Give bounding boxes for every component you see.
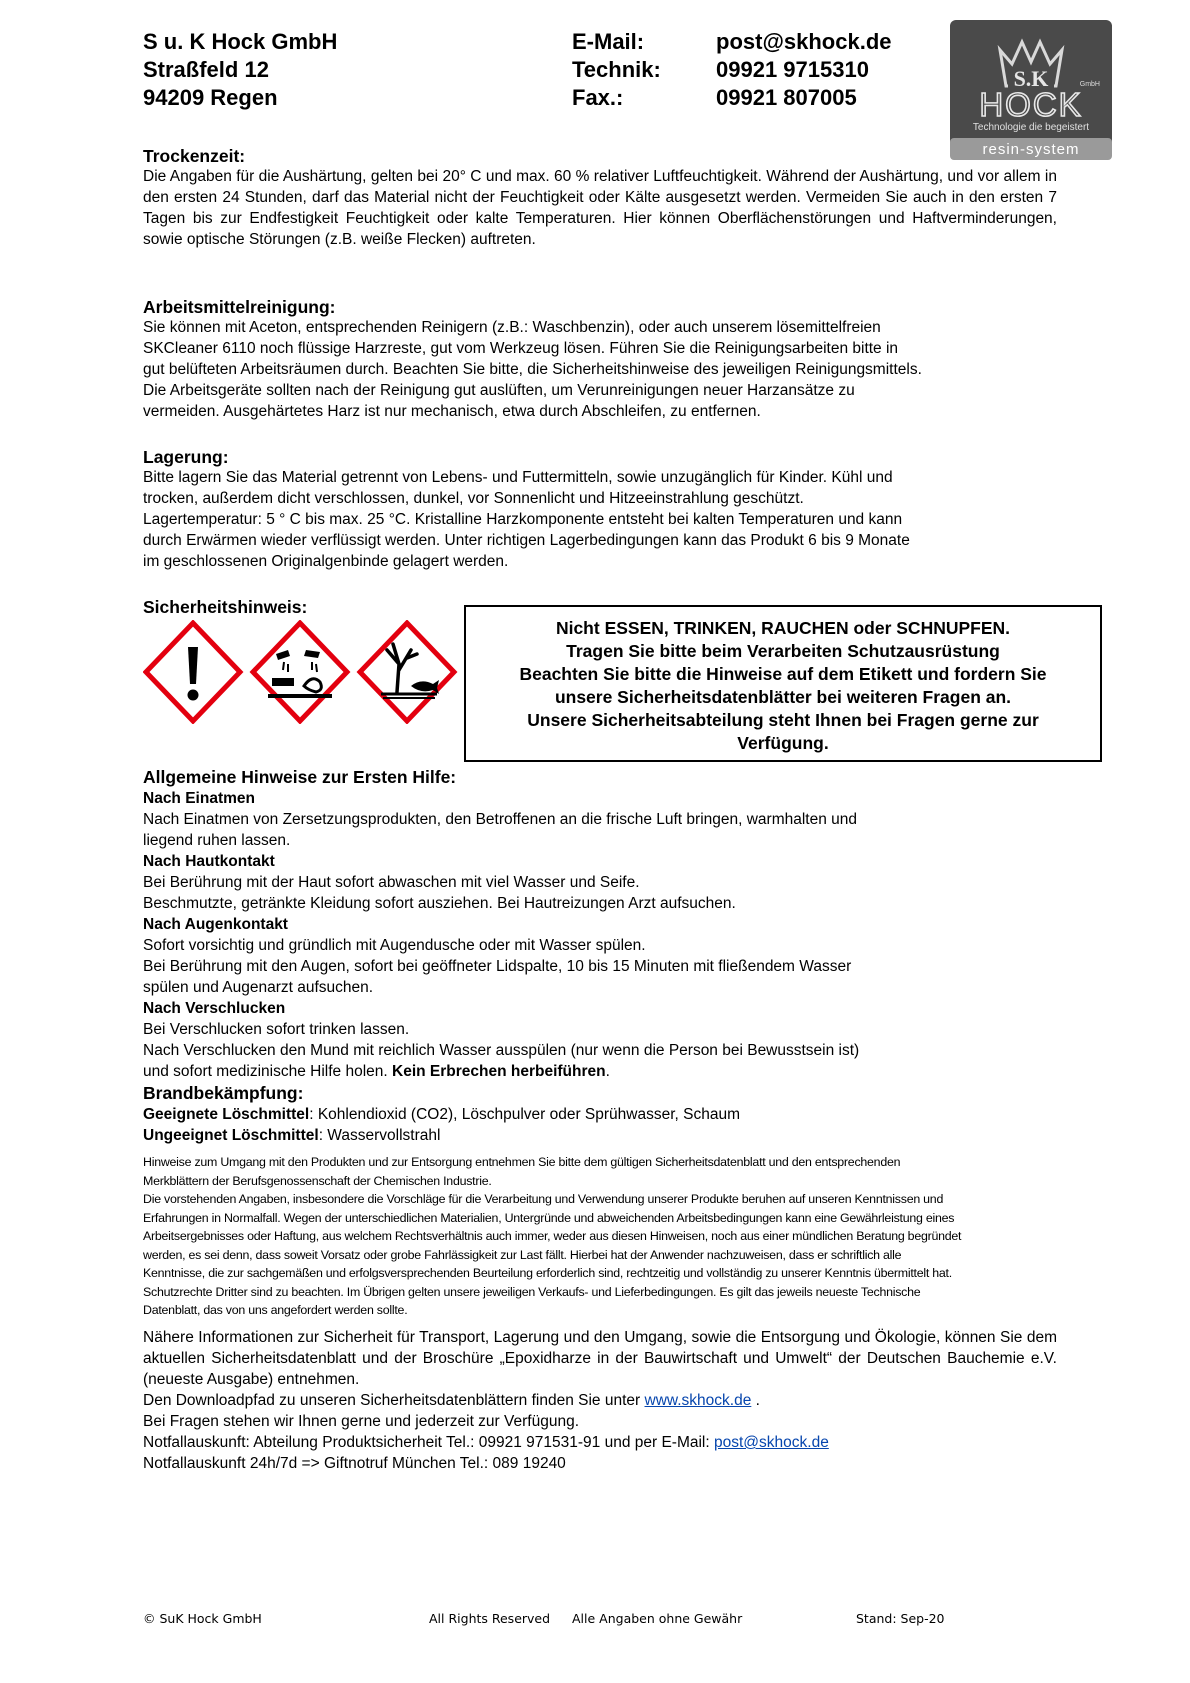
- download-text: Den Downloadpfad zu unseren Sicherheitsdatenblättern finden Sie unter: [143, 1392, 645, 1409]
- company-address: [143, 28, 337, 112]
- safety-notice-box: [464, 605, 1102, 762]
- verschlucken-line: Nach Verschlucken den Mund mit reichlich Wasser ausspülen (nur wenn die Person bei Bewusstsein ist): [143, 1042, 860, 1059]
- company-street: Straßfeld 12: [143, 57, 269, 82]
- lagerung-line: Lagertemperatur: 5 ° C bis max. 25 °C. Kristalline Harzkomponente entsteht bei kalten Temperaturen und kann: [143, 511, 903, 528]
- email-label: E-Mail:: [572, 29, 645, 54]
- notfall-line: [143, 1432, 1057, 1453]
- erste-hilfe-body: [143, 788, 1103, 1082]
- verschlucken-last-line: [143, 1061, 1103, 1082]
- logo-graphic: [950, 20, 1112, 160]
- download-suffix: .: [751, 1392, 760, 1409]
- lagerung-line: durch Erwärmen wieder verflüssigt werden. Unter richtigen Lagerbedingungen kann das Produkt 6 bis 9 Monate: [143, 532, 910, 549]
- verschlucken-text: und sofort medizinische Hilfe holen.: [143, 1063, 392, 1080]
- logo-gmbh: GmbH: [1079, 81, 1100, 88]
- footer-stand: Stand: Sep-20: [856, 1611, 945, 1626]
- website-link[interactable]: www.skhock.de: [644, 1392, 752, 1409]
- notice-line: unsere Sicherheitsdatenblätter bei weiteren Fragen an.: [554, 687, 1012, 707]
- notice-line: Nicht ESSEN, TRINKEN, RAUCHEN oder SCHNUPFEN.: [555, 618, 1011, 638]
- exclamation-mark-icon: [146, 623, 240, 721]
- lagerung-line: im geschlossenen Originalgenbinde gelagert werden.: [143, 553, 509, 570]
- fax-label: Fax.:: [572, 85, 624, 110]
- technik-value: 09921 9715310: [716, 57, 869, 82]
- footer-copyright: © SuK Hock GmbH: [143, 1611, 262, 1626]
- trockenzeit-title: Trockenzeit:: [143, 146, 246, 166]
- disclaimer-line: Datenblatt, das von uns angefordert werden sollte.: [143, 1303, 408, 1317]
- hautkontakt-line: Bei Berührung mit der Haut sofort abwaschen mit viel Wasser und Seife.: [143, 874, 640, 891]
- lagerung-text: [143, 467, 1103, 572]
- email-value: post@skhock.de: [716, 29, 892, 54]
- reinigung-title: Arbeitsmittelreinigung:: [143, 297, 336, 317]
- notice-line: Tragen Sie bitte beim Verarbeiten Schutzausrüstung: [566, 641, 1000, 661]
- reinigung-line: Die Arbeitsgeräte sollten nach der Reinigung gut auslüften, um Verunreinigungen neuer Harzansätze zu: [143, 382, 855, 399]
- notice-line: Beachten Sie bitte die Hinweise auf dem Etikett und fordern Sie: [519, 664, 1047, 684]
- technik-label: Technik:: [572, 57, 661, 82]
- hautkontakt-line: Beschmutzte, getränkte Kleidung sofort ausziehen. Bei Hautreizungen Arzt aufsuchen.: [143, 895, 736, 912]
- augenkontakt-title: Nach Augenkontakt: [143, 916, 288, 933]
- verschlucken-line: Bei Verschlucken sofort trinken lassen.: [143, 1021, 410, 1038]
- sicherheit-title: Sicherheitshinweis:: [143, 597, 308, 617]
- fax-value: 09921 807005: [716, 85, 857, 110]
- contact-values: [716, 28, 892, 112]
- brand-body: [143, 1104, 1103, 1146]
- geeignet-text: : Kohlendioxid (CO2), Löschpulver oder Sprühwasser, Schaum: [309, 1106, 741, 1123]
- augenkontakt-line: Sofort vorsichtig und gründlich mit Augendusche oder mit Wasser spülen.: [143, 937, 646, 954]
- ungeeignet-row: [143, 1125, 1103, 1146]
- disclaimer-line: Arbeitsergebnisses oder Haftung, aus welchem Rechtsverhältnis auch immer, weder aus diesen Hinweisen, noch aus einer mündlichen Beratung begründet: [143, 1229, 962, 1243]
- lagerung-line: Bitte lagern Sie das Material getrennt von Lebens- und Futtermitteln, sowie unzugänglich für Kinder. Kühl und: [143, 469, 893, 486]
- fragen-line: Bei Fragen stehen wir Ihnen gerne und jederzeit zur Verfügung.: [143, 1413, 579, 1430]
- geeignet-label: Geeignete Löschmittel: [143, 1106, 310, 1123]
- verschlucken-end: .: [605, 1063, 610, 1080]
- disclaimer-line: Schutzrechte Dritter sind zu beachten. Im Übrigen gelten unsere jeweiligen Verkaufs- und Lieferbedingungen. Es gilt das jeweils neueste Technische: [143, 1284, 921, 1299]
- logo-slogan: Technologie die begeistert: [972, 122, 1090, 133]
- giftnotruf-line: Notfallauskunft 24h/7d => Giftnotruf München Tel.: 089 19240: [143, 1455, 566, 1472]
- company-city: 94209 Regen: [143, 85, 278, 110]
- disclaimer-line: Erfahrungen in Normalfall. Wegen der unterschiedlichen Materialien, Untergründe und abweichenden Arbeitsbedingungen kann eine Gewährleistung eines: [143, 1210, 955, 1225]
- einatmen-line: liegend ruhen lassen.: [143, 832, 291, 849]
- lagerung-title: Lagerung:: [143, 447, 229, 467]
- ghs-pictograms: [143, 620, 463, 724]
- disclaimer-line: Die vorstehenden Angaben, insbesondere die Vorschläge für die Verarbeitung und Verwendung unserer Produkte beruhen auf unseren Kenntnissen und: [143, 1192, 944, 1206]
- corrosion-icon: [253, 623, 347, 721]
- disclaimer-line: werden, es sei denn, dass soweit Vorsatz oder grobe Fahrlässigkeit zur Last fällt. Hierbei hat der Anwender nachzuweisen, dass er schriftlich alle: [143, 1247, 902, 1262]
- info-paragraph: Nähere Informationen zur Sicherheit für Transport, Lagerung und den Umgang, sowie die Entsorgung und Ökologie, können Sie dem aktuellen Sicherheitsdatenblatt und der Broschüre „Epoxidharze in der Bauwirtschaft und Umwelt“ der Deutschen Bauchemie e.V. (neueste Ausgabe) entnehmen.: [143, 1329, 1057, 1388]
- disclaimer-line: Kenntnisse, die zur sachgemäßen und erfolgsversprechenden Beurteilung erforderlich sind, rechtzeitig und vollständig zu unserer Kenntnis übermittelt hat.: [143, 1266, 952, 1280]
- reinigung-line: gut belüfteten Arbeitsräumen durch. Beachten Sie bitte, die Sicherheitshinweise des jeweiligen Reinigungsmittels.: [143, 361, 922, 378]
- footer-rights: All Rights Reserved: [429, 1611, 551, 1626]
- info-section: [143, 1327, 1057, 1474]
- environment-icon: [360, 623, 454, 721]
- augenkontakt-line: spülen und Augenarzt aufsuchen.: [143, 979, 374, 996]
- reinigung-line: Sie können mit Aceton, entsprechenden Reinigern (z.B.: Waschbenzin), oder auch unserem lösemittelfreien: [143, 319, 881, 336]
- erste-hilfe-title: Allgemeine Hinweise zur Ersten Hilfe:: [143, 767, 457, 787]
- reinigung-text: [143, 317, 1103, 422]
- geeignet-row: [143, 1104, 1103, 1125]
- ungeeignet-text: : Wasservollstrahl: [318, 1127, 441, 1144]
- trockenzeit-text: Die Angaben für die Aushärtung, gelten bei 20° C und max. 60 % relativer Luftfeuchtigkeit. Während der Aushärtung, und vor allem in den ersten 24 Stunden, darf das Material nicht der Feuchtigkeit oder Kälte ausgesetzt werden. Vermeiden Sie auch in den ersten 7 Tagen bis zur Endfestigkeit Feuchtigkeit oder kalte Temperaturen. Hier können Oberflächenstörungen und Haftverminderungen, sowie optische Störungen (z.B. weiße Flecken) auftreten.: [143, 168, 1057, 248]
- verschlucken-title: Nach Verschlucken: [143, 1000, 286, 1017]
- download-line: [143, 1390, 1057, 1411]
- notice-line: Unsere Sicherheitsabteilung steht Ihnen bei Fragen gerne zur: [527, 710, 1039, 730]
- lagerung-line: trocken, außerdem dicht verschlossen, dunkel, vor Sonnenlicht und Hitzeeinstrahlung geschützt.: [143, 490, 804, 507]
- logo-name: HOCK: [979, 86, 1083, 123]
- reinigung-line: SKCleaner 6110 noch flüssige Harzreste, gut vom Werkzeug lösen. Führen Sie die Reinigungsarbeiten bitte in: [143, 340, 899, 357]
- company-name: S u. K Hock GmbH: [143, 29, 338, 54]
- ungeeignet-label: Ungeeignet Löschmittel: [143, 1127, 319, 1144]
- notice-line: Verfügung.: [737, 733, 829, 753]
- contact-labels: [572, 28, 661, 112]
- kein-erbrechen-warning: Kein Erbrechen herbeiführen: [392, 1063, 606, 1080]
- hautkontakt-title: Nach Hautkontakt: [143, 853, 275, 870]
- disclaimer-line: Hinweise zum Umgang mit den Produkten und zur Entsorgung entnehmen Sie bitte dem gültigen Sicherheitsdatenblatt und den entsprechenden: [143, 1155, 901, 1169]
- brand-title: Brandbekämpfung:: [143, 1083, 304, 1103]
- einatmen-line: Nach Einatmen von Zersetzungsprodukten, den Betroffenen an die frische Luft bringen, warmhalten und: [143, 811, 858, 828]
- company-logo: [950, 20, 1112, 160]
- augenkontakt-line: Bei Berührung mit den Augen, sofort bei geöffneter Lidspalte, 10 bis 15 Minuten mit fließendem Wasser: [143, 958, 852, 975]
- notfall-text: Notfallauskunft: Abteilung Produktsicherheit Tel.: 09921 971531-91 und per E-Mail:: [143, 1434, 714, 1451]
- ghs-pictogram-row: [143, 620, 463, 724]
- logo-badge: S.K: [1013, 66, 1049, 91]
- disclaimer: [143, 1153, 1103, 1320]
- einatmen-title: Nach Einatmen: [143, 790, 255, 807]
- reinigung-line: vermeiden. Ausgehärtetes Harz ist nur mechanisch, etwa durch Abschleifen, zu entfernen.: [143, 403, 761, 420]
- logo-tagline: resin-system: [982, 141, 1080, 158]
- email-link[interactable]: post@skhock.de: [714, 1434, 829, 1451]
- footer-disclaimer: Alle Angaben ohne Gewähr: [572, 1611, 743, 1626]
- disclaimer-line: Merkblättern der Berufsgenossenschaft der Chemischen Industrie.: [143, 1173, 492, 1188]
